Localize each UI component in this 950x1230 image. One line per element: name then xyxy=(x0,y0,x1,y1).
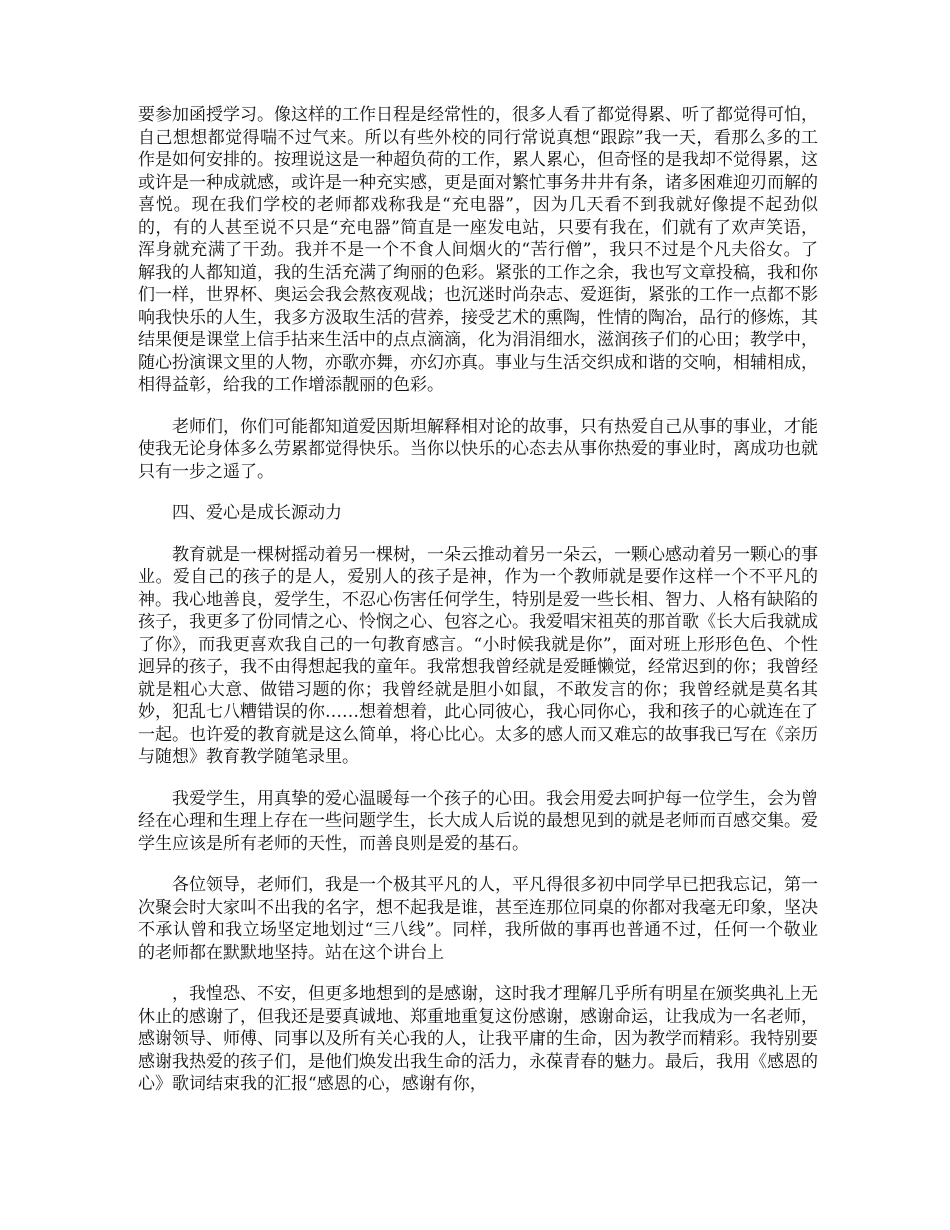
section-heading: 四、爱心是成长源动力 xyxy=(172,503,342,523)
paragraph-3: 教育就是一棵树摇动着另一棵树，一朵云推动着另一朵云，一颗心感动着另一颗心的事业。爱自己的孩子的是人，爱别人的孩子是神，作为一个教师就是要作这样一个不平凡的神。我心地善良，爱学生，不忍心伤害任何学生，特别是爱一些长相、智力、人格有缺陷的孩子，我更多了份同情之心、怜悯之心、包容之心。我爱唱宋祖英的那首歌《长大后我就成了你》，而我更喜欢我自己的一句教育感言。“小时候我就是你”，面对班上形形色色、个性迥异的孩子，我不由得想起我的童年。我常想我曾经就是爱睡懒觉，经常迟到的你；我曾经就是粗心大意、做错习题的你；我曾经就是胆小如鼠，不敢发言的你；我曾经就是莫名其妙，犯乱七八糟错误的你……想着想着，此心同彼心，我心同你心，我和孩子的心就连在了一起。也许爱的教育就是这么简单，将心比心。太多的感人而又难忘的故事我已写在《亲历与随想》教育教学随笔录里。 xyxy=(138,544,818,767)
paragraph-5: 各位领导，老师们，我是一个极其平凡的人，平凡得很多初中同学早已把我忘记，第一次聚会时大家叫不出我的名字，想不起我是谁，甚至连那位同桌的你都对我毫无印象，坚决不承认曾和我立场坚定地划过“三八线”。同样，我所做的事再也普通不过，任何一个敬业的老师都在默默地坚持。站在这个讲台上 xyxy=(138,875,818,963)
paragraph-4: 我爱学生，用真挚的爱心温暖每一个孩子的心田。我会用爱去呵护每一位学生，会为曾经在心理和生理上存在一些问题学生，长大成人后说的最想见到的就是老师而百感交集。爱学生应该是所有老师的天性，而善良则是爱的基石。 xyxy=(138,788,818,854)
paragraph-6: ，我惶恐、不安，但更多地想到的是感谢，这时我才理解几乎所有明星在颁奖典礼上无休止的感谢了，但我还是要真诚地、郑重地重复这份感谢，感谢命运，让我成为一名老师，感谢领导、师傅、同事以及所有关心我的人，让我平庸的生命，因为教学而精彩。我特别要感谢我热爱的孩子们，是他们焕发出我生命的活力，永葆青春的魅力。最后，我用《感恩的心》歌词结束我的汇报“感恩的心，感谢有你， xyxy=(138,984,818,1094)
paragraph-2: 老师们，你们可能都知道爱因斯坦解释相对论的故事，只有热爱自己从事的事业，才能使我无论身体多么劳累都觉得快乐。当你以快乐的心态去从事你热爱的事业时，离成功也就只有一步之遥了。 xyxy=(138,416,818,482)
paragraph-1: 要参加函授学习。像这样的工作日程是经常性的，很多人看了都觉得累、听了都觉得可怕，自己想想都觉得喘不过气来。所以有些外校的同行常说真想“跟踪”我一天，看那么多的工作是如何安排的。按理说这是一种超负荷的工作，累人累心，但奇怪的是我却不觉得累，这或许是一种成就感，或许是一种充实感，更是面对繁忙事务井井有条，诸多困难迎刃而解的喜悦。现在我们学校的老师都戏称我是“充电器”，因为几天看不到我就好像提不起劲似的，有的人甚至说不只是“充电器”简直是一座发电站，只要有我在，们就有了欢声笑语，浑身就充满了干劲。我并不是一个不食人间烟火的“苦行僧”，我只不过是个凡夫俗女。了解我的人都知道，我的生活充满了绚丽的色彩。紧张的工作之余，我也写文章投稿，我和你们一样，世界杯、奥运会我会熬夜观战；也沉迷时尚杂志、爱逛街，紧张的工作一点都不影响我快乐的人生，我多方汲取生活的营养，接受艺术的熏陶，性情的陶冶，品行的修炼，其结果便是课堂上信手拈来生活中的点点滴滴，化为涓涓细水，滋润孩子们的心田；教学中，随心扮演课文里的人物，亦歌亦舞，亦幻亦真。事业与生活交织成和谐的交响，相辅相成，相得益彰，给我的工作增添靓丽的色彩。 xyxy=(138,105,818,395)
document-page xyxy=(138,104,818,1115)
